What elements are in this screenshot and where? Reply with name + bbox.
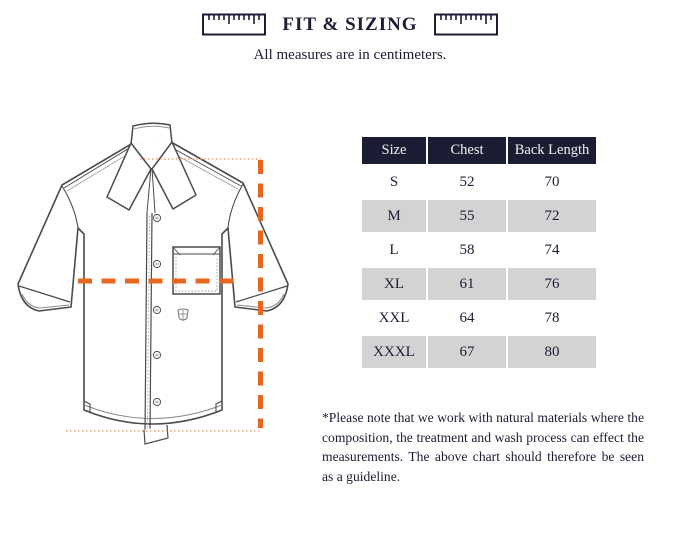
back-length-cell: 70 — [508, 166, 596, 198]
chest-cell: 67 — [428, 336, 506, 368]
size-cell: M — [362, 200, 426, 232]
placket-bottom-tab — [144, 425, 168, 444]
chest-cell: 61 — [428, 268, 506, 300]
back-length-cell: 76 — [508, 268, 596, 300]
units-subtitle: All measures are in centimeters. — [253, 47, 447, 63]
back-length-cell: 72 — [508, 200, 596, 232]
size-chart-table — [362, 137, 596, 370]
size-cell: XL — [362, 268, 426, 300]
table-row — [362, 200, 596, 232]
chest-cell: 58 — [428, 234, 506, 266]
chest-cell: 52 — [428, 166, 506, 198]
chest-cell: 64 — [428, 302, 506, 334]
back-length-cell: 74 — [508, 234, 596, 266]
materials-disclaimer-note: *Please note that we work with natural materials where the composition, the treatment and wash process can effect the measurements. The above chart should therefore be seen as a guideline. — [322, 410, 644, 485]
header — [0, 13, 700, 36]
chest-cell: 55 — [428, 200, 506, 232]
column-header-size: Size — [362, 137, 426, 164]
back-length-cell: 78 — [508, 302, 596, 334]
ruler-icon — [202, 13, 266, 36]
table-row — [362, 268, 596, 300]
column-header-chest: Chest — [428, 137, 506, 164]
table-row — [362, 336, 596, 368]
table-row — [362, 234, 596, 266]
page-title: FIT & SIZING — [282, 13, 418, 35]
table-row — [362, 302, 596, 334]
table-row — [362, 166, 596, 198]
ruler-icon — [434, 13, 498, 36]
size-cell: XXL — [362, 302, 426, 334]
column-header-back-length: Back Length — [508, 137, 596, 164]
size-cell: L — [362, 234, 426, 266]
table-header-row — [362, 137, 596, 164]
back-length-cell: 80 — [508, 336, 596, 368]
shirt-flat-sketch — [0, 80, 320, 470]
size-cell: XXXL — [362, 336, 426, 368]
size-cell: S — [362, 166, 426, 198]
